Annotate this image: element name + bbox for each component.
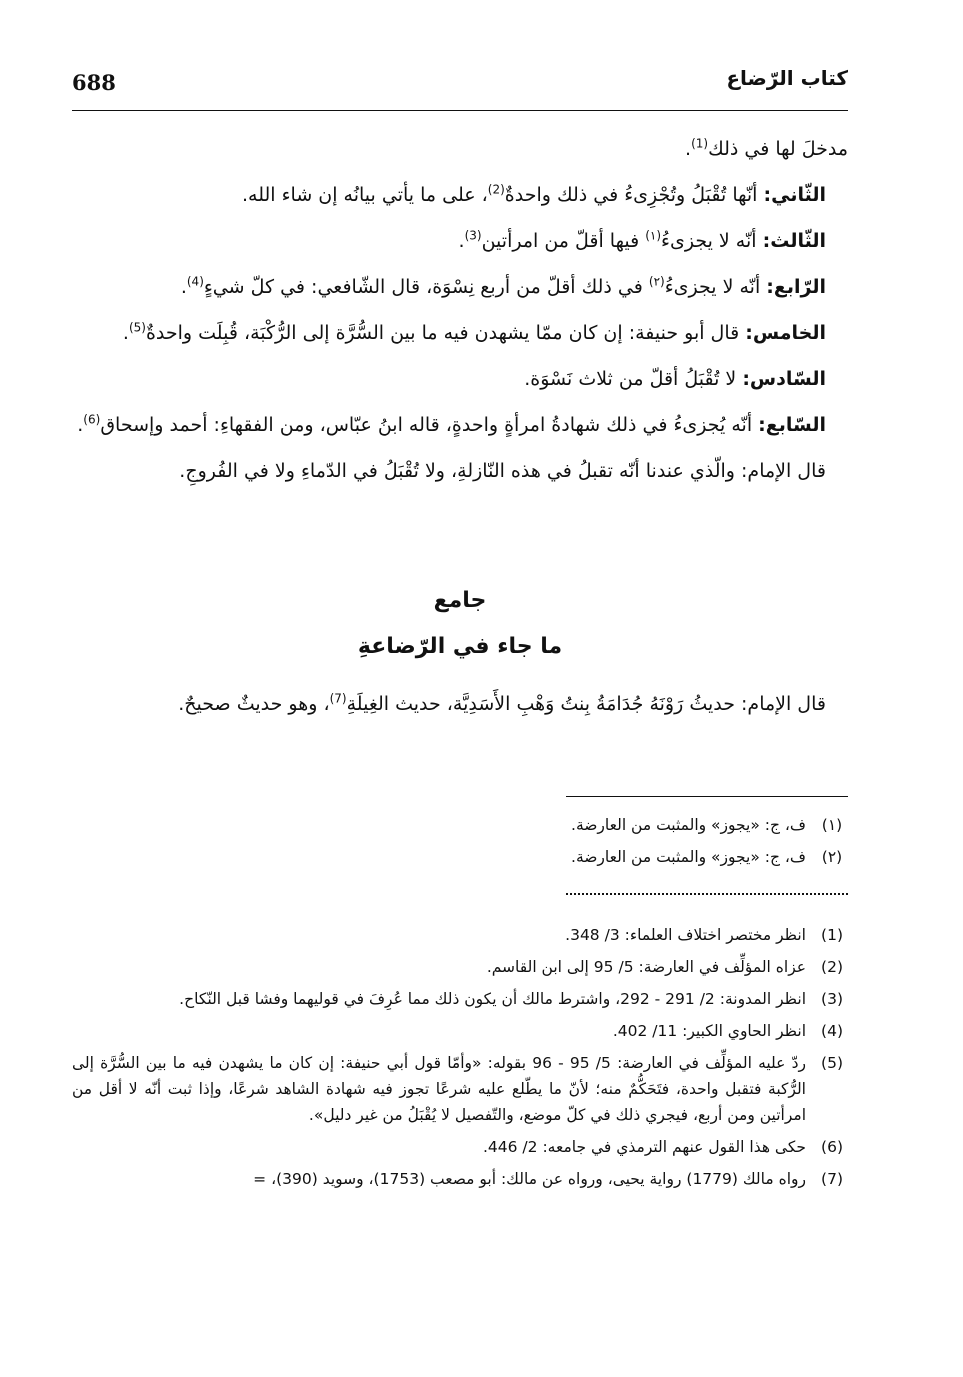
opinion-label: الرّابع: <box>766 276 826 298</box>
note-number: (7) <box>821 1170 843 1188</box>
book-title: كتاب الرّضاع <box>726 66 848 90</box>
note-number: (3) <box>821 990 843 1008</box>
footnote: (4) انظر الحاوي الكبير: 11/ 402. <box>72 1018 848 1044</box>
dotted-separator <box>566 893 848 895</box>
opinion-label: السّابع: <box>758 414 826 436</box>
opinion-label: الثّالث: <box>762 230 826 252</box>
footnote-ref: (4) <box>186 274 204 289</box>
opinion-third: الثّالث: أنّه لا يجزىءُ$^{(١)}$ فيها أقلّ من امرأتين$^{(3)}$. <box>458 228 826 252</box>
footnotes <box>72 922 848 1198</box>
footnote: (5) ردّ عليه المؤلِّف في العارضة: 5/ 95 - 96 بقوله: «وأمّا قول أبي حنيفة: إن كان ما يشهدن فيه ما بين السُّرَّة إلى الرُّكبة فتقبل واحدة، فتَحَكُّمٌ منه؛ لأنّ ما يطّلع عليه شرعًا تجوز فيه شهادة الشاهد شرعًا، وإذا ثبت أنّه لا أقل من امرأتين ومن أربع، فيجري ذلك في كلّ موضع، والتّفصيل لا يُقْبَلُ من غير دليل». <box>72 1050 848 1128</box>
manuscript-note: (١) ف، ج: «يجوز» والمثبت من العارضة. <box>72 812 848 838</box>
opinion-label: السّادس: <box>742 368 826 390</box>
chapter-subtitle: ما جاء في الرّضاعةِ <box>357 634 563 659</box>
main-text <box>72 128 848 496</box>
opinion-sixth: السّادس: لا تُقْبَلُ أقلّ من ثلاث نَسْوَة. <box>524 368 826 390</box>
section-heading <box>72 578 848 670</box>
opinion-second: الثّاني: أنّها تُقْبَلُ وتُجْزِىءُ في ذلك واحدةٌ$^{(2)}$، على ما يأتي بيانُه إن شاء الله. <box>241 182 826 206</box>
footnote: (3) انظر المدونة: 2/ 291 - 292، واشترط مالك أن يكون ذلك مما عُرِفَ في قوليهما وفشا قبل النّكاح. <box>72 986 848 1012</box>
paragraph-continuation: مدخلَ لها في ذلك$^{(1)}$. <box>685 136 848 160</box>
footnote: (6) حكى هذا القول عنهم الترمذي في جامعه: 2/ 446. <box>72 1134 848 1160</box>
note-number: (5) <box>821 1054 843 1072</box>
note-number: (1) <box>821 926 843 944</box>
footnote-ref: (5) <box>128 320 146 335</box>
footnote-ref: (3) <box>464 228 482 243</box>
manuscript-note: (٢) ف، ج: «يجوز» والمثبت من العارضة. <box>72 844 848 870</box>
chapter-title: جامع <box>433 588 487 613</box>
note-number: (٢) <box>821 848 843 866</box>
manuscript-notes <box>72 812 848 876</box>
closing-paragraph: قال الإمام: حديثُ رَوْنَهُ جُدَامَةُ بِنتُ وَهْبِ الأَسَدِيَّة، حديث الغِيلَةِ$^{(7)}$، وهو حديثٌ صحيحٌ. <box>178 691 826 715</box>
footnote-ref: (7) <box>329 691 347 706</box>
header-rule <box>72 110 848 111</box>
opinion-seventh: السّابع: أنّه يُجزىءُ في ذلك شهادةُ امرأةٍ واحدةٍ، قاله ابنُ عبّاس، ومن الفقهاءِ: أحمد وإسحاق$^{(6)}$. <box>77 412 826 436</box>
note-number: (2) <box>821 958 843 976</box>
running-header <box>72 66 848 106</box>
manuscript-ref: (٢) <box>648 274 665 289</box>
manuscript-ref: (١) <box>645 228 662 243</box>
page-number: 688 <box>72 70 116 95</box>
footnote-ref: (1) <box>691 136 709 151</box>
note-number: (4) <box>821 1022 843 1040</box>
footnote: (7) رواه مالك (1779) رواية يحيى، ورواه عن مالك: أبو مصعب (1753)، وسويد (390)، = <box>72 1166 848 1192</box>
note-number: (6) <box>821 1138 843 1156</box>
opinion-fifth: الخامس: قال أبو حنيفة: إن كان ممّا يشهدن فيه ما بين السُّرَّة إلى الرُّكْبَة، قُبِلَت واحدةٌ$^{(5)}$. <box>122 320 826 344</box>
opinion-label: الثّاني: <box>763 184 826 206</box>
footnote-ref: (6) <box>83 412 101 427</box>
footnote-separator <box>566 796 848 797</box>
footnote-ref: (2) <box>487 182 505 197</box>
imam-statement: قال الإمام: والّذي عندنا أنّه تقبلُ في هذه النّازلةِ، ولا تُقْبَلُ في الدّماءِ ولا في الفُروجِ. <box>179 460 826 482</box>
note-number: (١) <box>821 816 843 834</box>
footnote: (1) انظر مختصر اختلاف العلماء: 3/ 348. <box>72 922 848 948</box>
opinion-label: الخامس: <box>745 322 826 344</box>
opinion-fourth: الرّابع: أنّه لا يجزىءُ$^{(٢)}$ في ذلك أقلّ من أربع نِسْوَة، قال الشّافعي: في كلّ شيءٍ$^{(4)}$. <box>180 274 826 298</box>
footnote: (2) عزاه المؤلِّف في العارضة: 5/ 95 إلى ابن القاسم. <box>72 954 848 980</box>
